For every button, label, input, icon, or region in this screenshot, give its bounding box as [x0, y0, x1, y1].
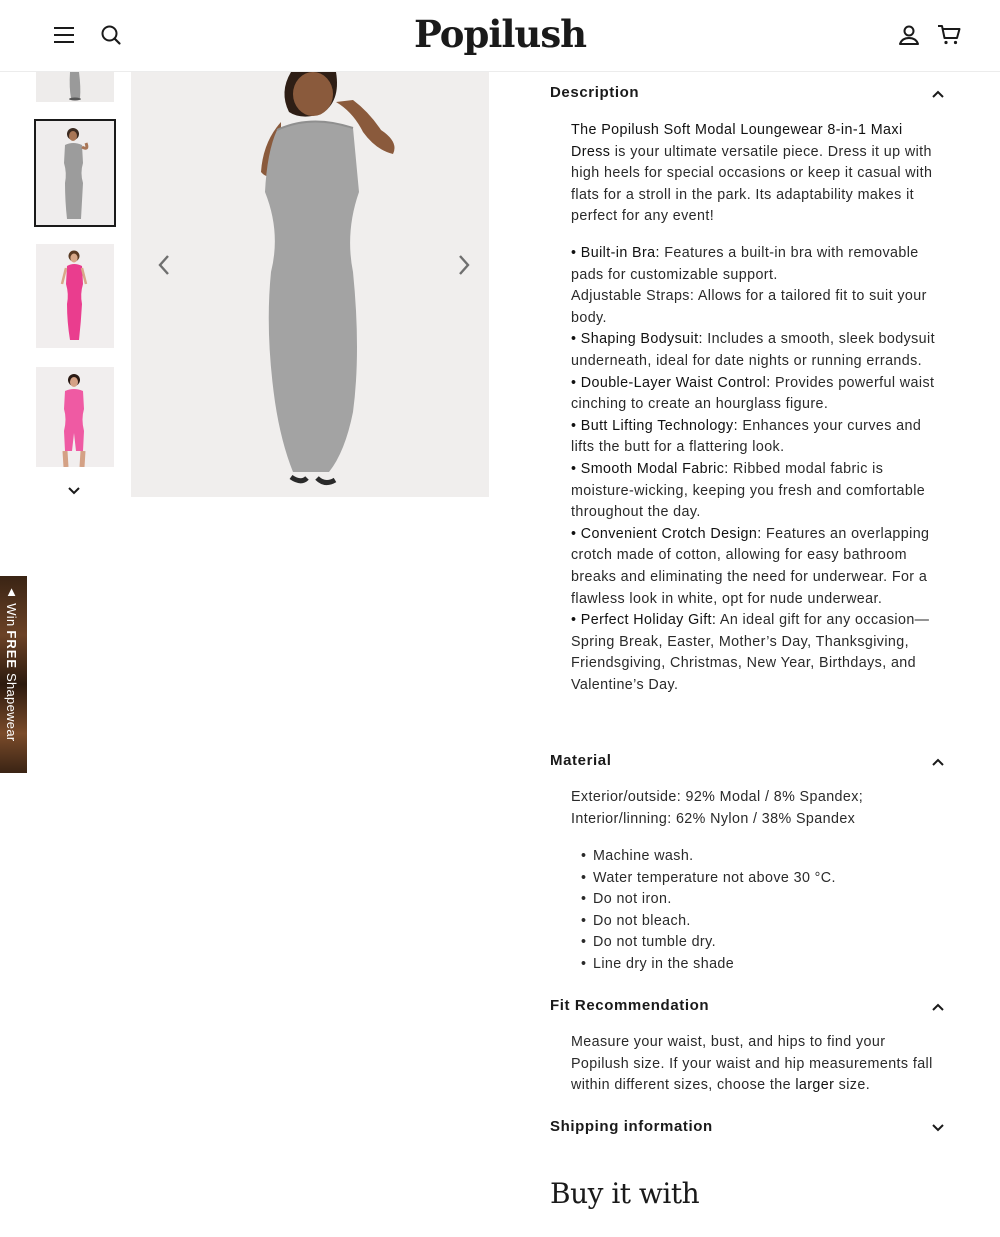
- description-title: Description: [550, 84, 640, 101]
- shipping-information-accordion-header[interactable]: [550, 1118, 946, 1144]
- site-header: [0, 0, 1000, 72]
- feature-item: • Built-in Bra: Features a built-in bra with removable pads for customizable support.: [571, 245, 919, 283]
- main-product-image: [131, 72, 489, 497]
- next-image-chevron-icon[interactable]: [449, 250, 479, 280]
- list-item: • Do not tumble dry.: [581, 932, 921, 954]
- chevron-up-icon: [930, 754, 946, 770]
- material-accordion-header[interactable]: [550, 752, 946, 778]
- list-item: • Machine wash.: [581, 846, 921, 868]
- cart-icon[interactable]: [936, 22, 962, 48]
- account-icon[interactable]: [896, 22, 922, 48]
- thumbnails-scroll-down-chevron-icon[interactable]: [64, 481, 84, 501]
- thumbnail-pink-bodysuit[interactable]: [36, 367, 114, 467]
- thumbnail-grey-dress[interactable]: [36, 121, 114, 225]
- description-features: [571, 243, 941, 696]
- win-free-shapewear-tab[interactable]: [0, 576, 27, 773]
- fit-recommendation-accordion-header[interactable]: [550, 997, 946, 1023]
- list-item: • Water temperature not above 30 °C.: [581, 868, 921, 890]
- list-item: • Do not bleach.: [581, 911, 921, 933]
- feature-item: • Double-Layer Waist Control: Provides powerful waist cinching to create an hourglass figure.: [571, 374, 935, 413]
- list-item: • Line dry in the shade: [581, 954, 921, 976]
- grey-maxi-dress-photo: [131, 72, 489, 497]
- description-accordion-header[interactable]: [550, 84, 946, 110]
- chevron-up-icon: [930, 999, 946, 1015]
- promo-text: ▲ Win FREE Shapewear: [4, 584, 19, 742]
- chevron-down-icon: [930, 1120, 946, 1136]
- list-item: • Do not iron.: [581, 889, 921, 911]
- care-instructions-list: [581, 846, 921, 976]
- thumbnail-pink-dress[interactable]: [36, 244, 114, 348]
- description-intro: The Popilush Soft Modal Loungewear 8-in-1 Maxi Dress is your ultimate versatile piece. Dress it up with high heels for special occasions or keep it casual with flats for a stroll in the park. Its adaptability makes it perfect for any event!: [571, 122, 933, 225]
- thumbnail-grey-dress-partial[interactable]: [36, 72, 114, 102]
- feature-item: • Convenient Crotch Design: Features an overlapping crotch made of cotton, allowing for easy bathroom breaks and eliminating the need for underwear. For a flawless look in white, opt for nude underwear.: [571, 525, 930, 607]
- buy-it-with-heading: Buy it with: [550, 1177, 700, 1210]
- shipping-information-title: Shipping information: [550, 1118, 713, 1135]
- fit-recommendation-title: Fit Recommendation: [550, 997, 710, 1014]
- feature-item: Adjustable Straps: Allows for a tailored fit to suit your body.: [571, 288, 927, 326]
- feature-item: • Butt Lifting Technology: Enhances your curves and lifts the butt for a flattering look.: [571, 417, 922, 456]
- material-composition: Exterior/outside: 92% Modal / 8% Spandex; Interior/linning: 62% Nylon / 38% Spandex: [571, 789, 864, 827]
- feature-item: • Perfect Holiday Gift: An ideal gift for any occasion—Spring Break, Easter, Mother’s Day, Thanksgiving, Friendsgiving, Christmas, New Year, Birthdays, and Valentine’s Day.: [571, 612, 930, 693]
- feature-item: • Shaping Bodysuit: Includes a smooth, sleek bodysuit underneath, ideal for date nights or running errands.: [571, 331, 935, 369]
- feature-item: • Smooth Modal Fabric: Ribbed modal fabric is moisture-wicking, keeping you fresh and comfortable throughout the day.: [571, 460, 926, 521]
- fit-recommendation-text: Measure your waist, bust, and hips to find your Popilush size. If your waist and hip measurements fall within different sizes, choose the larger size.: [571, 1034, 933, 1094]
- material-title: Material: [550, 752, 612, 769]
- previous-image-chevron-icon[interactable]: [149, 250, 179, 280]
- chevron-up-icon: [930, 86, 946, 102]
- site-logo[interactable]: Popilush: [413, 12, 587, 56]
